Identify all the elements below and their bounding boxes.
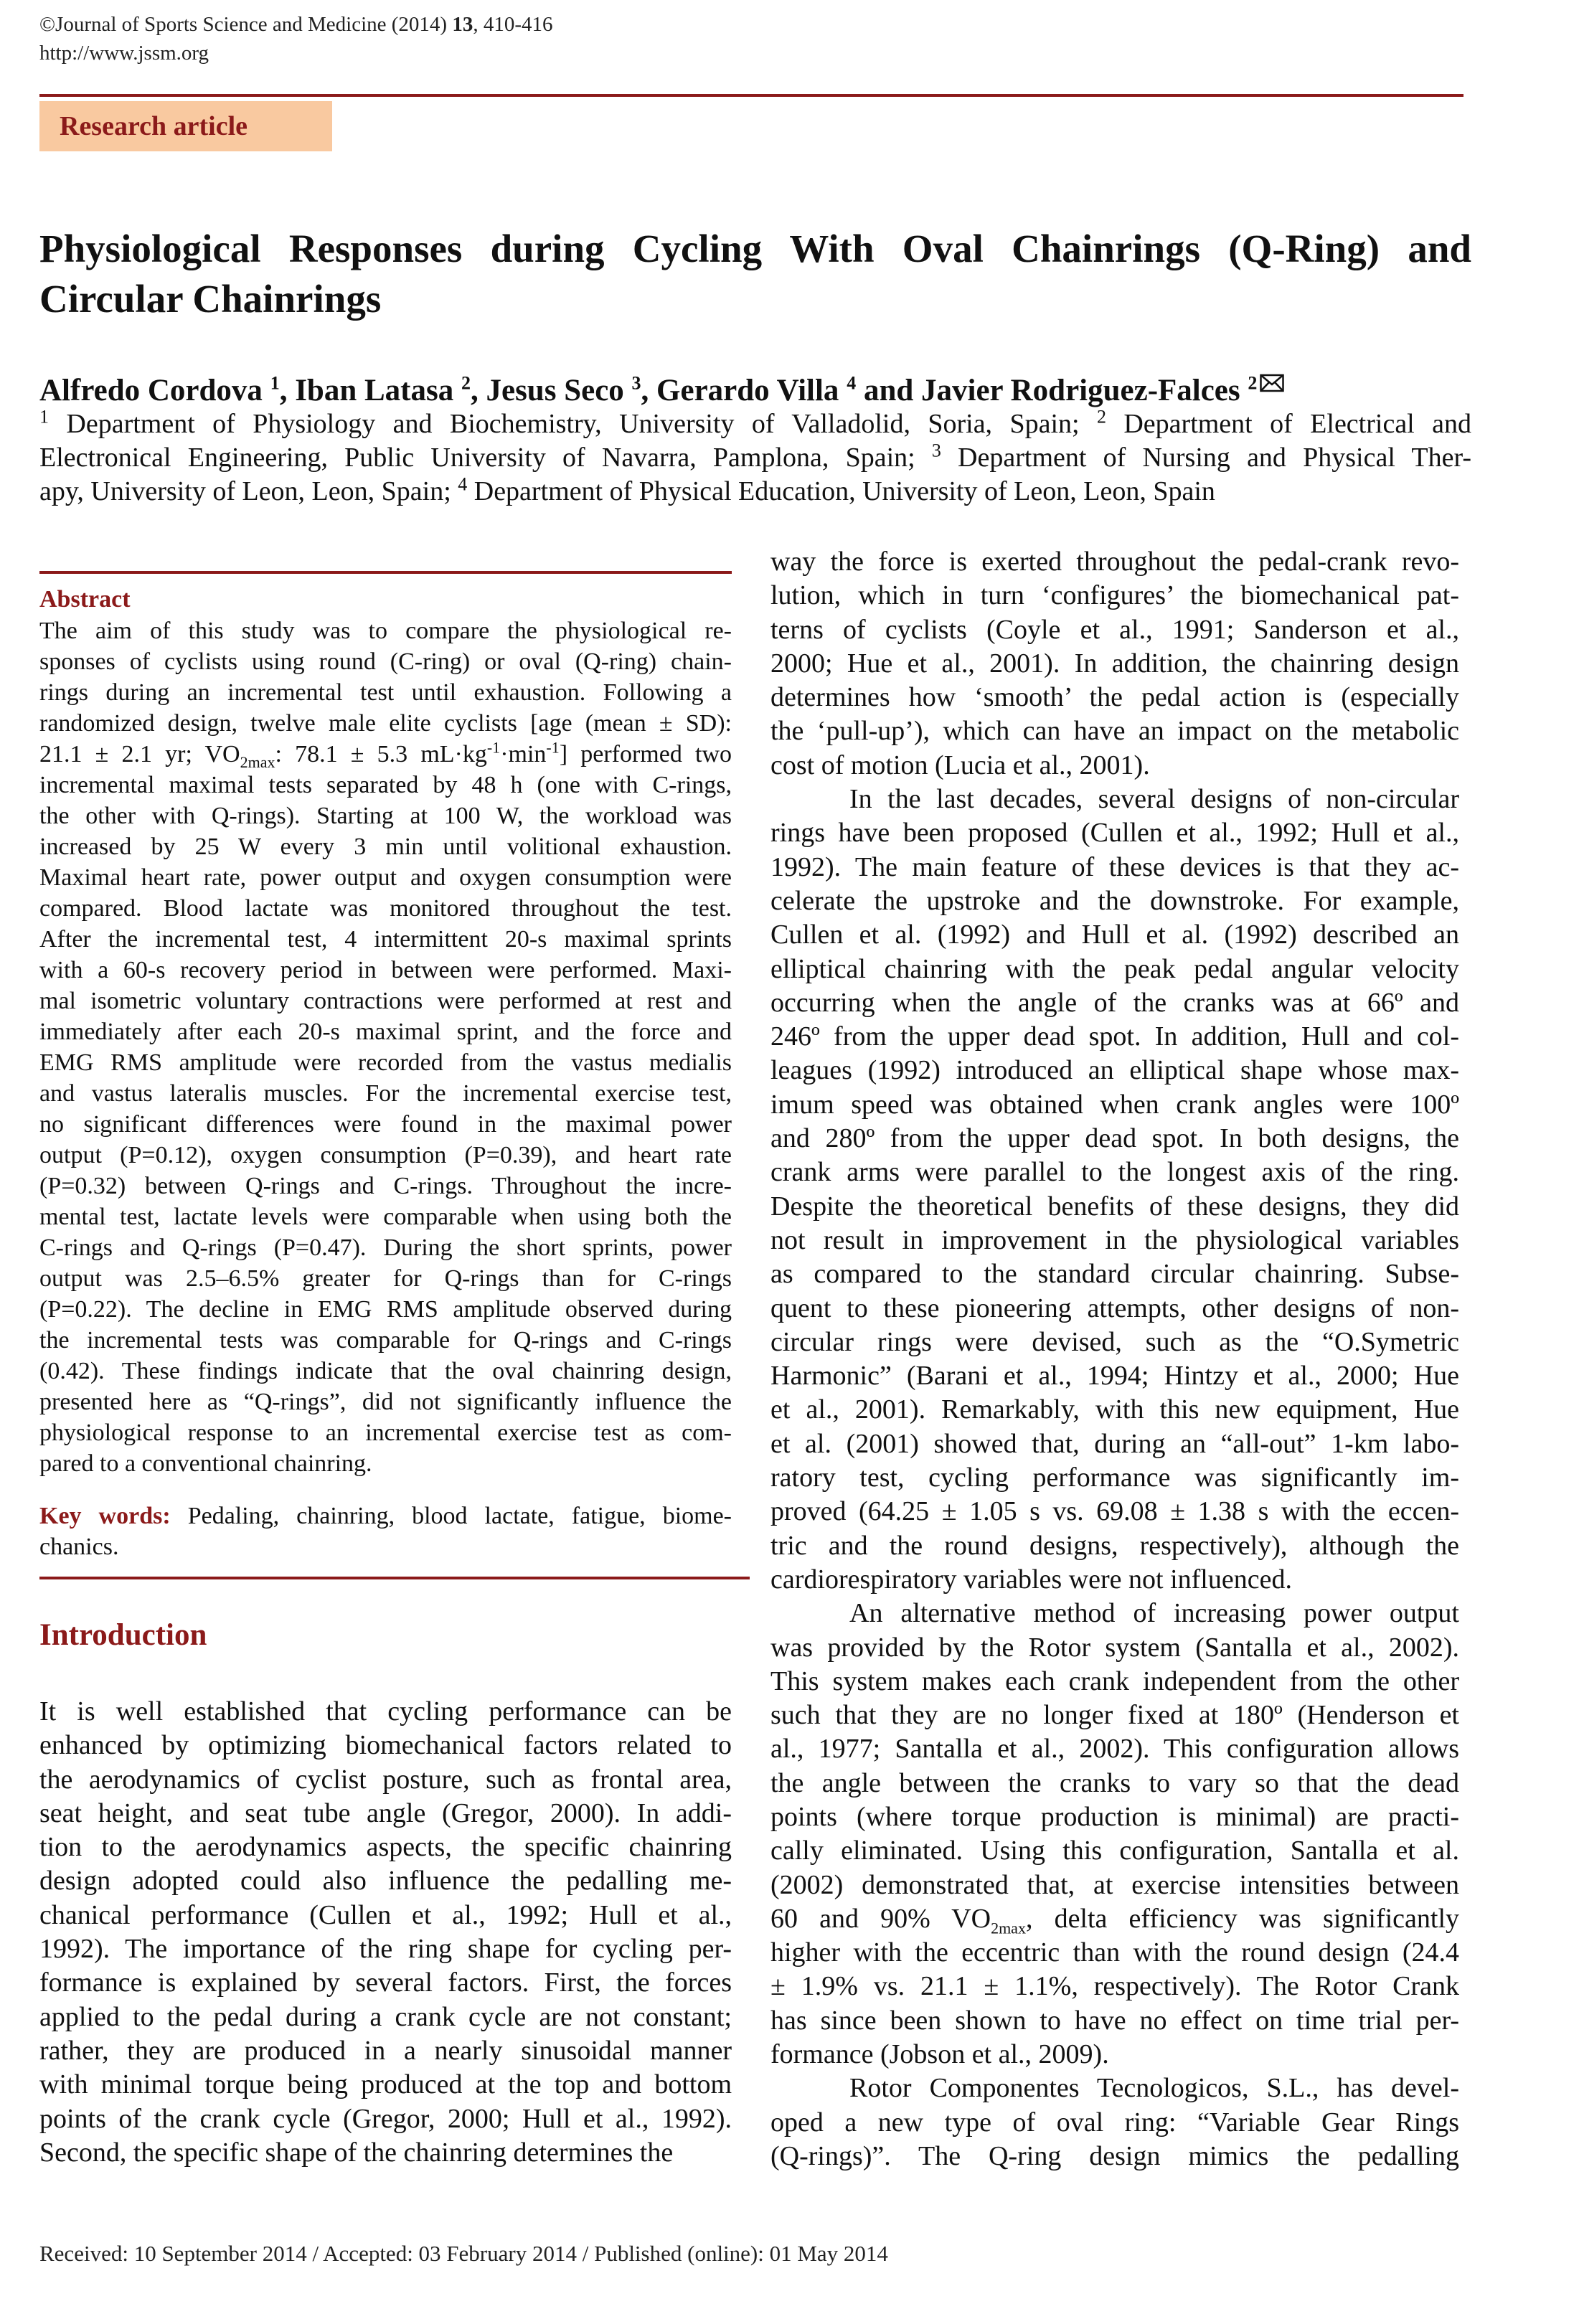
- journal-pages: , 410-416: [473, 13, 553, 36]
- article-type-badge: Research article: [39, 101, 332, 151]
- abstract-line: and vastus lateralis muscles. For the incremental exercise test,: [39, 1080, 732, 1107]
- abstract-bottom-rule: [39, 1577, 750, 1579]
- paragraph-line: Despite the theoretical benefits of these designs, they did: [770, 1191, 1459, 1222]
- paragraph-line: points (where torque production is minimal) are practi-: [770, 1801, 1459, 1832]
- paragraph-line: 1992). The main feature of these devices is that they ac-: [770, 851, 1459, 882]
- abstract-line: (0.42). These findings indicate that the oval chainring design,: [39, 1358, 732, 1384]
- abstract-body: [39, 615, 732, 1479]
- abstract-line: output (P=0.12), oxygen consumption (P=0.39), and heart rate: [39, 1142, 732, 1168]
- paragraph-line: 246º from the upper dead spot. In addition, Hull and col-: [770, 1021, 1459, 1052]
- abstract-line: mal isometric voluntary contractions were performed at rest and: [39, 988, 732, 1014]
- paragraph-line: the aerodynamics of cyclist posture, such as frontal area,: [39, 1764, 732, 1795]
- abstract-line: sponses of cyclists using round (C-ring) or oval (Q-ring) chain-: [39, 648, 732, 675]
- paragraph-line: with minimal torque being produced at the top and bottom: [39, 2069, 732, 2100]
- affiliation-number: 4: [458, 473, 468, 495]
- paragraph-line: not result in improvement in the physiological variables: [770, 1224, 1459, 1255]
- abstract-text-fragment: : 78.1 ± 5.3 mL·kg: [275, 741, 487, 767]
- author-name: Alfredo Cordova: [39, 374, 270, 407]
- journal-header: [39, 10, 553, 67]
- paragraph-line: way the force is exerted throughout the pedal-crank revo-: [770, 547, 1459, 577]
- paragraph-line: formance (Jobson et al., 2009).: [770, 2039, 1109, 2070]
- abstract-line: mental test, lactate levels were comparable when using both the: [39, 1204, 732, 1230]
- affiliations: [39, 407, 1471, 509]
- abstract-line: (P=0.22). The decline in EMG RMS amplitude observed during: [39, 1296, 732, 1323]
- abstract-line: EMG RMS amplitude were recorded from the vastus medialis: [39, 1049, 732, 1076]
- abstract-line: After the incremental test, 4 intermittent 20-s maximal sprints: [39, 926, 732, 953]
- keywords-text-cont: chanics.: [39, 1534, 119, 1560]
- abstract-line: immediately after each 20-s maximal sprint, and the force and: [39, 1019, 732, 1045]
- paragraph-line: such that they are no longer fixed at 180º (Henderson et: [770, 1700, 1459, 1731]
- paragraph-text-fragment: 60 and 90% VO: [770, 1903, 991, 1934]
- paragraph-line: enhanced by optimizing biomechanical factors related to: [39, 1730, 732, 1761]
- affiliation-number: 3: [931, 440, 941, 461]
- subscript: 2max: [991, 1919, 1026, 1937]
- paragraph-line: (Q-rings)”. The Q-ring design mimics the pedalling: [770, 2140, 1459, 2171]
- paragraph-line: determines how ‘smooth’ the pedal action is (especially: [770, 682, 1459, 713]
- abstract-line: Maximal heart rate, power output and oxygen consumption were: [39, 864, 732, 891]
- abstract-line: physiological response to an incremental exercise test as com-: [39, 1420, 732, 1446]
- paragraph-line: cardiorespiratory variables were not influenced.: [770, 1564, 1292, 1595]
- affiliation-line: [39, 407, 1471, 441]
- abstract-line: presented here as “Q-rings”, did not significantly influence the: [39, 1389, 732, 1415]
- abstract-line: the incremental tests was comparable for Q-rings and C-rings: [39, 1327, 732, 1354]
- journal-volume: 13: [452, 13, 473, 36]
- abstract-text-fragment: ·min: [500, 741, 547, 767]
- paragraph-line: points of the crank cycle (Gregor, 2000; Hull et al., 1992).: [39, 2103, 732, 2134]
- paragraph-line: design adopted could also influence the pedalling me-: [39, 1866, 732, 1896]
- email-envelope-icon[interactable]: [1260, 372, 1284, 394]
- abstract-line: incremental maximal tests separated by 48 h (one with C-rings,: [39, 772, 732, 798]
- affiliation-text: Department of Electrical and: [1106, 409, 1471, 439]
- abstract-line: the other with Q-rings). Starting at 100 W, the workload was: [39, 803, 732, 829]
- affiliation-text: apy, University of Leon, Leon, Spain;: [39, 476, 458, 506]
- affiliation-number: 2: [1096, 406, 1106, 428]
- abstract-text-fragment: ] performed two: [559, 741, 732, 767]
- paragraph-line: An alternative method of increasing power output: [849, 1598, 1459, 1629]
- abstract-line: pared to a conventional chainring.: [39, 1450, 372, 1477]
- paragraph-line: applied to the pedal during a crank cycle are not constant;: [39, 2001, 732, 2032]
- introduction-heading: Introduction: [39, 1618, 207, 1652]
- author-affiliation-mark: 1: [270, 372, 280, 394]
- affiliation-text: Department of Nursing and Physical Ther-: [941, 443, 1471, 473]
- author-affiliation-mark: 3: [631, 372, 641, 394]
- abstract-line: The aim of this study was to compare the physiological re-: [39, 618, 732, 644]
- paragraph-line: elliptical chainring with the peak pedal angular velocity: [770, 953, 1459, 984]
- superscript: -1: [546, 738, 560, 757]
- paragraph-line: occurring when the angle of the cranks was at 66º and: [770, 987, 1459, 1018]
- header-rule: [39, 94, 1463, 97]
- abstract-text-fragment: 21.1 ± 2.1 yr; VO: [39, 741, 240, 767]
- paragraph-line: terns of cyclists (Coyle et al., 1991; Sanderson et al.,: [770, 614, 1459, 645]
- author-affiliation-mark: 2: [1248, 372, 1258, 394]
- abstract-line: increased by 25 W every 3 min until volitional exhaustion.: [39, 833, 732, 860]
- author-name: , Gerardo Villa: [641, 374, 847, 407]
- paragraph-line: imum speed was obtained when crank angles were 100º: [770, 1089, 1459, 1120]
- paper-title: Physiological Responses during Cycling With Oval Chainrings (Q-Ring) and Circular Chainrings: [39, 227, 1471, 321]
- introduction-body: [39, 1695, 732, 2170]
- keywords: [39, 1501, 732, 1562]
- superscript: -1: [486, 738, 501, 757]
- keywords-label: Key words:: [39, 1503, 171, 1529]
- author-name: , Jesus Seco: [470, 374, 632, 407]
- paragraph-line: Cullen et al. (1992) and Hull et al. (1992) described an: [770, 920, 1459, 950]
- paragraph-line: 1992). The importance of the ring shape for cycling per-: [39, 1934, 732, 1965]
- subscript: 2max: [240, 752, 275, 771]
- keywords-text: Pedaling, chainring, blood lactate, fatigue, biome-: [170, 1503, 732, 1529]
- paragraph-line: oped a new type of oval ring: “Variable Gear Rings: [770, 2107, 1459, 2138]
- journal-url[interactable]: http://www.jssm.org: [39, 42, 209, 65]
- paragraph-line: leagues (1992) introduced an elliptical shape whose max-: [770, 1055, 1459, 1086]
- abstract-top-rule: [39, 571, 732, 574]
- paragraph-line: [770, 1902, 1459, 1936]
- paragraph-line: This system makes each crank independent from the other: [770, 1666, 1459, 1696]
- author-name: and Javier Rodriguez-Falces: [856, 374, 1248, 407]
- paragraph-line: lution, which in turn ‘configures’ the biomechanical pat-: [770, 580, 1459, 611]
- paragraph-text-fragment: , delta efficiency was significantly: [1025, 1903, 1460, 1934]
- affiliation-text: Electronical Engineering, Public University of Navarra, Pamplona, Spain;: [39, 443, 932, 473]
- paragraph-line: circular rings were devised, such as the “O.Symetric: [770, 1326, 1459, 1357]
- paragraph-line: formance is explained by several factors. First, the forces: [39, 1968, 732, 1998]
- paragraph-line: Rotor Componentes Tecnologicos, S.L., has devel-: [849, 2073, 1459, 2104]
- paragraph-line: celerate the upstroke and the downstroke. For example,: [770, 885, 1459, 916]
- affiliation-number: 1: [39, 406, 49, 428]
- paragraph-line: tion to the aerodynamics aspects, the specific chainring: [39, 1832, 732, 1863]
- affiliation-line: [39, 475, 1471, 509]
- affiliation-line: [39, 441, 1471, 475]
- paragraph-line: rings have been proposed (Cullen et al., 1992; Hull et al.,: [770, 818, 1459, 849]
- paragraph-line: was provided by the Rotor system (Santalla et al., 2002).: [770, 1632, 1459, 1663]
- paragraph-line: crank arms were parallel to the longest axis of the ring.: [770, 1157, 1459, 1188]
- paragraph-line: Harmonic” (Barani et al., 1994; Hintzy et al., 2000; Hue: [770, 1361, 1459, 1392]
- abstract-line: output was 2.5–6.5% greater for Q-rings than for C-rings: [39, 1265, 732, 1292]
- paragraph-line: Second, the specific shape of the chainring determines the: [39, 2137, 674, 2168]
- paragraph-line: tric and the round designs, respectively), although the: [770, 1530, 1459, 1561]
- paragraph-line: has since been shown to have no effect on time trial per-: [770, 2005, 1459, 2036]
- paragraph-line: 2000; Hue et al., 2001). In addition, the chainring design: [770, 648, 1459, 679]
- author-name: , Iban Latasa: [279, 374, 461, 407]
- paragraph-line: as compared to the standard circular chainring. Subse-: [770, 1259, 1459, 1290]
- paragraph-line: al., 1977; Santalla et al., 2002). This configuration allows: [770, 1734, 1459, 1765]
- paragraph-line: chanical performance (Cullen et al., 1992; Hull et al.,: [39, 1899, 732, 1930]
- affiliation-text: Department of Physiology and Biochemistry, University of Valladolid, Soria, Spain;: [49, 409, 1097, 439]
- abstract-line: rings during an incremental test until exhaustion. Following a: [39, 679, 732, 706]
- paragraph-line: quent to these pioneering attempts, other designs of non-: [770, 1293, 1459, 1323]
- abstract-line: with a 60-s recovery period in between were performed. Maxi-: [39, 957, 732, 983]
- paragraph-line: ± 1.9% vs. 21.1 ± 1.1%, respectively). The Rotor Crank: [770, 1971, 1459, 2002]
- paragraph-line: the angle between the cranks to vary so that the dead: [770, 1767, 1459, 1798]
- author-list: [39, 369, 1474, 412]
- paragraph-line: cally eliminated. Using this configuration, Santalla et al.: [770, 1836, 1459, 1866]
- paragraph-line: (2002) demonstrated that, at exercise intensities between: [770, 1869, 1459, 1900]
- paragraph-line: rather, they are produced in a nearly sinusoidal manner: [39, 2035, 732, 2066]
- paragraph-line: et al., 2001). Remarkably, with this new equipment, Hue: [770, 1394, 1459, 1425]
- author-affiliation-mark: 2: [461, 372, 471, 394]
- abstract-line: no significant differences were found in the maximal power: [39, 1111, 732, 1138]
- affiliation-text: Department of Physical Education, University of Leon, Leon, Spain: [467, 476, 1215, 506]
- paragraph-line: It is well established that cycling performance can be: [39, 1696, 732, 1727]
- abstract-line: (P=0.32) between Q-rings and C-rings. Throughout the incre-: [39, 1173, 732, 1199]
- paragraph-line: the ‘pull-up’), which can have an impact on the metabolic: [770, 716, 1459, 747]
- paragraph-line: and 280º from the upper dead spot. In both designs, the: [770, 1123, 1459, 1154]
- abstract-line: compared. Blood lactate was monitored throughout the test.: [39, 895, 732, 922]
- paragraph-line: et al. (2001) showed that, during an “all-out” 1-km labo-: [770, 1428, 1459, 1459]
- paragraph-line: ratory test, cycling performance was significantly im-: [770, 1463, 1459, 1493]
- paragraph-line: higher with the eccentric than with the round design (24.4: [770, 1937, 1459, 1968]
- paragraph-line: seat height, and seat tube angle (Gregor, 2000). In addi-: [39, 1798, 732, 1828]
- right-column-body: [770, 545, 1459, 2173]
- journal-citation: ©Journal of Sports Science and Medicine (2014): [39, 13, 453, 36]
- author-affiliation-mark: 4: [847, 372, 857, 394]
- paragraph-line: cost of motion (Lucia et al., 2001).: [770, 750, 1150, 780]
- abstract-line: [39, 739, 732, 770]
- abstract-line: randomized design, twelve male elite cyclists [age (mean ± SD):: [39, 710, 732, 737]
- paragraph-line: proved (64.25 ± 1.05 s vs. 69.08 ± 1.38 s with the eccen-: [770, 1496, 1459, 1527]
- abstract-heading: Abstract: [39, 586, 131, 613]
- publication-dates: Received: 10 September 2014 / Accepted: 03 February 2014 / Published (online): 01 May 2014: [39, 2241, 888, 2266]
- paragraph-line: In the last decades, several designs of non-circular: [849, 784, 1459, 815]
- abstract-line: C-rings and Q-rings (P=0.47). During the short sprints, power: [39, 1234, 732, 1261]
